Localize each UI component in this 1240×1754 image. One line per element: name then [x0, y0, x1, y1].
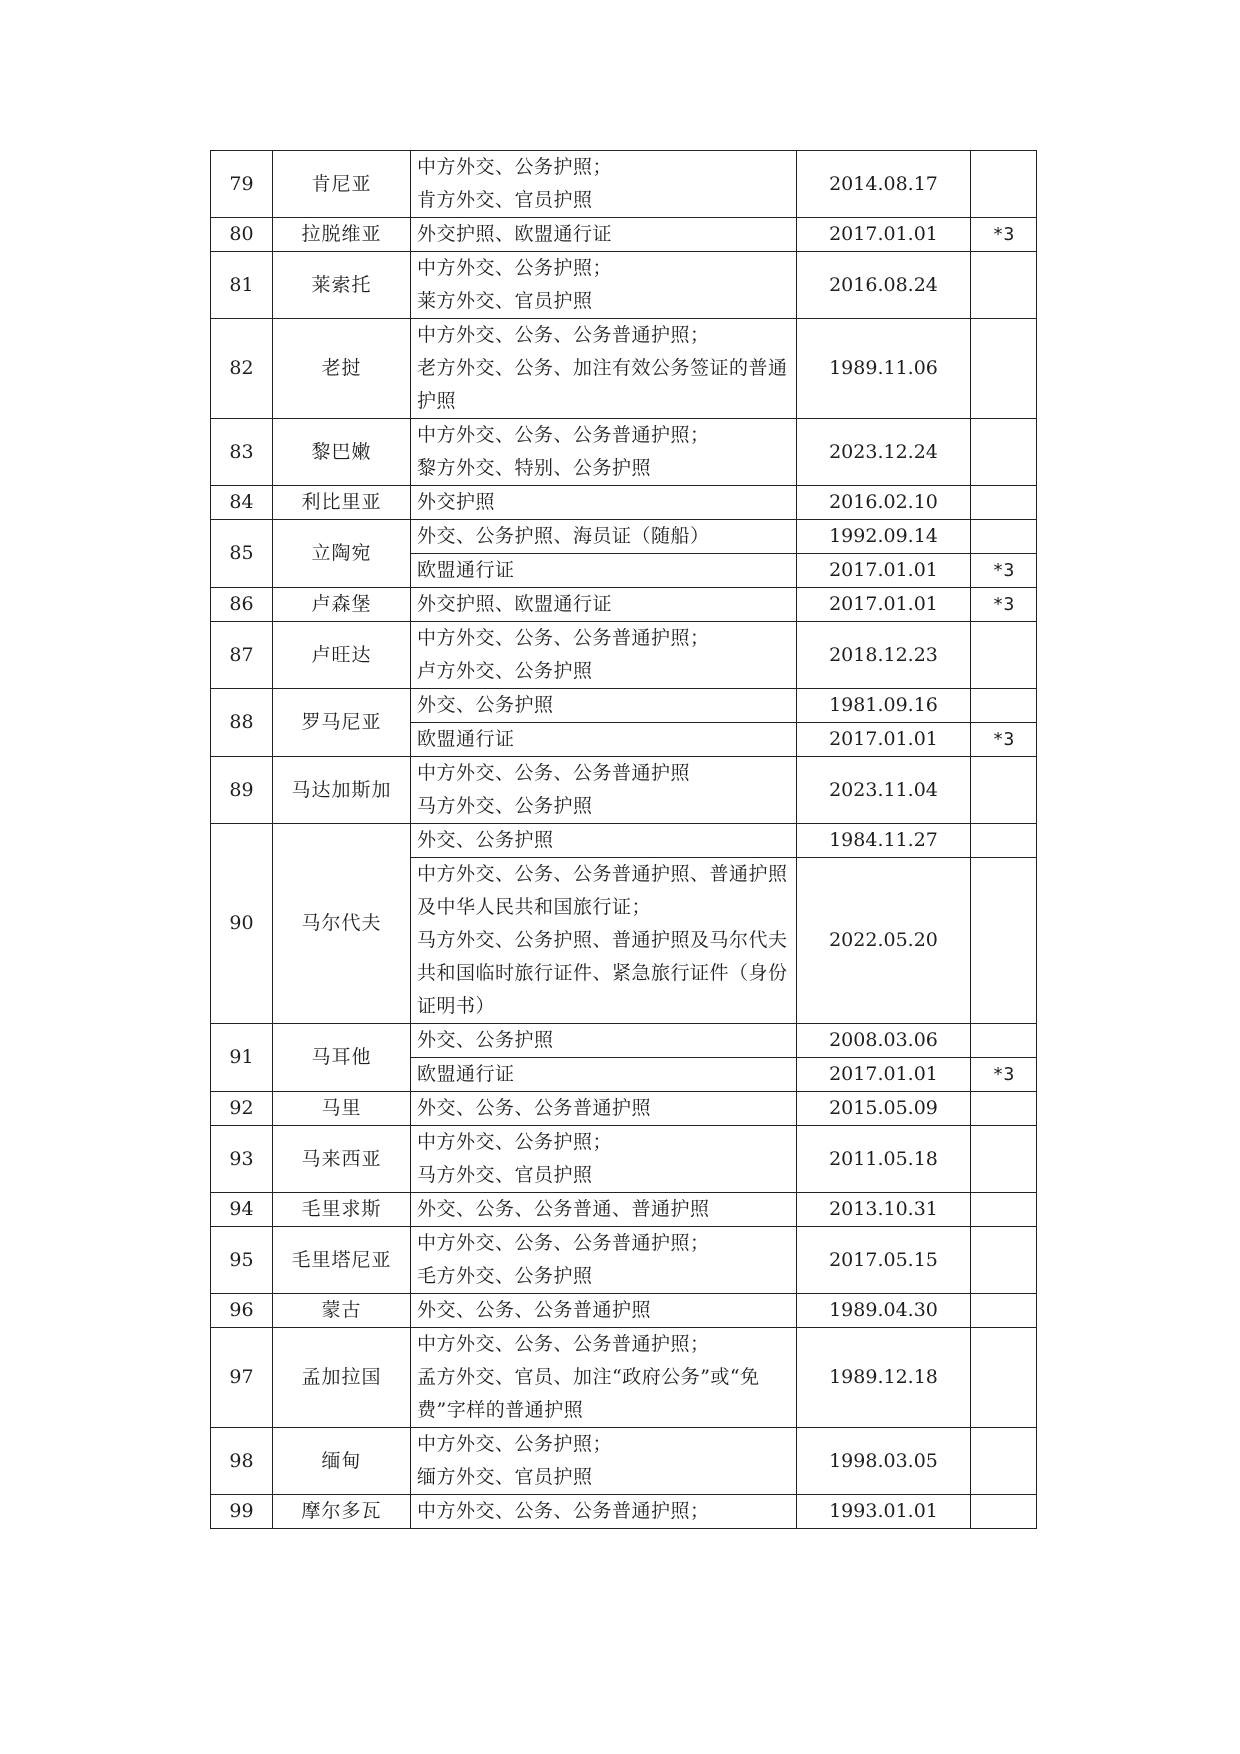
table-row: [211, 689, 1037, 723]
effective-date: 2022.05.20: [797, 858, 971, 1024]
remark: [971, 319, 1037, 419]
country-name: 马耳他: [273, 1024, 411, 1092]
passport-types: 外交、公务护照: [411, 1024, 797, 1058]
row-number: 91: [211, 1024, 273, 1092]
passport-types: 外交护照、欧盟通行证: [411, 218, 797, 252]
passport-types: 中方外交、公务护照； 肯方外交、官员护照: [411, 151, 797, 218]
effective-date: 1989.12.18: [797, 1328, 971, 1428]
passport-types: 中方外交、公务、公务普通护照； 黎方外交、特别、公务护照: [411, 419, 797, 486]
passport-types: 外交护照、欧盟通行证: [411, 588, 797, 622]
table-row: [211, 1294, 1037, 1328]
effective-date: 2017.01.01: [797, 588, 971, 622]
remark: *3: [971, 554, 1037, 588]
passport-types: 外交、公务护照: [411, 689, 797, 723]
country-name: 毛里求斯: [273, 1193, 411, 1227]
remark: *3: [971, 588, 1037, 622]
effective-date: 2017.01.01: [797, 723, 971, 757]
country-name: 卢森堡: [273, 588, 411, 622]
table-row: [211, 757, 1037, 824]
country-name: 罗马尼亚: [273, 689, 411, 757]
passport-types: 中方外交、公务、公务普通护照； 卢方外交、公务护照: [411, 622, 797, 689]
row-number: 79: [211, 151, 273, 218]
table-row: [211, 1227, 1037, 1294]
table-row: [211, 486, 1037, 520]
passport-types: 外交护照: [411, 486, 797, 520]
table-row: [211, 151, 1037, 218]
row-number: 99: [211, 1495, 273, 1529]
table-row: [211, 1328, 1037, 1428]
effective-date: 2013.10.31: [797, 1193, 971, 1227]
country-name: 缅甸: [273, 1428, 411, 1495]
country-name: 孟加拉国: [273, 1328, 411, 1428]
effective-date: 2016.08.24: [797, 252, 971, 319]
passport-types: 外交、公务、公务普通、普通护照: [411, 1193, 797, 1227]
passport-types: 外交、公务、公务普通护照: [411, 1092, 797, 1126]
effective-date: 2016.02.10: [797, 486, 971, 520]
country-name: 立陶宛: [273, 520, 411, 588]
country-name: 卢旺达: [273, 622, 411, 689]
table-row: [211, 218, 1037, 252]
effective-date: 2008.03.06: [797, 1024, 971, 1058]
table-row: [211, 824, 1037, 858]
row-number: 87: [211, 622, 273, 689]
table-row: [211, 1428, 1037, 1495]
remark: [971, 151, 1037, 218]
remark: [971, 1294, 1037, 1328]
row-number: 95: [211, 1227, 273, 1294]
row-number: 93: [211, 1126, 273, 1193]
table-row: [211, 1495, 1037, 1529]
passport-types: 外交、公务护照: [411, 824, 797, 858]
row-number: 82: [211, 319, 273, 419]
table-row: [211, 622, 1037, 689]
remark: [971, 1193, 1037, 1227]
passport-types: 欧盟通行证: [411, 723, 797, 757]
effective-date: 1998.03.05: [797, 1428, 971, 1495]
table-row: [211, 319, 1037, 419]
row-number: 96: [211, 1294, 273, 1328]
remark: [971, 1024, 1037, 1058]
passport-types: 中方外交、公务护照； 缅方外交、官员护照: [411, 1428, 797, 1495]
effective-date: 2017.05.15: [797, 1227, 971, 1294]
effective-date: 1993.01.01: [797, 1495, 971, 1529]
passport-types: 中方外交、公务、公务普通护照； 老方外交、公务、加注有效公务签证的普通护照: [411, 319, 797, 419]
table-row: [211, 520, 1037, 554]
country-name: 利比里亚: [273, 486, 411, 520]
effective-date: 2018.12.23: [797, 622, 971, 689]
passport-types: 中方外交、公务护照； 马方外交、官员护照: [411, 1126, 797, 1193]
country-name: 毛里塔尼亚: [273, 1227, 411, 1294]
effective-date: 2011.05.18: [797, 1126, 971, 1193]
row-number: 94: [211, 1193, 273, 1227]
remark: [971, 858, 1037, 1024]
row-number: 97: [211, 1328, 273, 1428]
remark: [971, 1126, 1037, 1193]
effective-date: 2017.01.01: [797, 218, 971, 252]
effective-date: 2015.05.09: [797, 1092, 971, 1126]
row-number: 90: [211, 824, 273, 1024]
remark: [971, 824, 1037, 858]
passport-types: 外交、公务护照、海员证（随船）: [411, 520, 797, 554]
passport-types: 中方外交、公务、公务普通护照、普通护照及中华人民共和国旅行证； 马方外交、公务护照、普通护照及马尔代夫共和国临时旅行证件、紧急旅行证件（身份证明书）: [411, 858, 797, 1024]
row-number: 98: [211, 1428, 273, 1495]
remark: *3: [971, 723, 1037, 757]
table-row: [211, 1193, 1037, 1227]
remark: [971, 622, 1037, 689]
passport-types: 中方外交、公务、公务普通护照； 毛方外交、公务护照: [411, 1227, 797, 1294]
remark: [971, 1328, 1037, 1428]
remark: [971, 1495, 1037, 1529]
row-number: 86: [211, 588, 273, 622]
row-number: 85: [211, 520, 273, 588]
remark: [971, 1092, 1037, 1126]
remark: [971, 757, 1037, 824]
effective-date: 2023.11.04: [797, 757, 971, 824]
remark: *3: [971, 1058, 1037, 1092]
remark: [971, 486, 1037, 520]
country-name: 肯尼亚: [273, 151, 411, 218]
remark: [971, 1227, 1037, 1294]
remark: [971, 419, 1037, 486]
effective-date: 2017.01.01: [797, 1058, 971, 1092]
effective-date: 1989.11.06: [797, 319, 971, 419]
passport-types: 中方外交、公务、公务普通护照； 孟方外交、官员、加注“政府公务”或“免费”字样的普通护照: [411, 1328, 797, 1428]
country-name: 马来西亚: [273, 1126, 411, 1193]
table-row: [211, 588, 1037, 622]
country-name: 蒙古: [273, 1294, 411, 1328]
effective-date: 2014.08.17: [797, 151, 971, 218]
table-row: [211, 1024, 1037, 1058]
country-name: 马达加斯加: [273, 757, 411, 824]
passport-types: 欧盟通行证: [411, 1058, 797, 1092]
row-number: 92: [211, 1092, 273, 1126]
passport-types: 中方外交、公务、公务普通护照 马方外交、公务护照: [411, 757, 797, 824]
row-number: 83: [211, 419, 273, 486]
country-name: 马尔代夫: [273, 824, 411, 1024]
passport-types: 中方外交、公务、公务普通护照；: [411, 1495, 797, 1529]
table-row: [211, 419, 1037, 486]
table-row: [211, 252, 1037, 319]
country-name: 老挝: [273, 319, 411, 419]
remark: [971, 520, 1037, 554]
row-number: 81: [211, 252, 273, 319]
effective-date: 2017.01.01: [797, 554, 971, 588]
table-body: [211, 151, 1037, 1529]
visa-exemption-table: [210, 150, 1037, 1529]
table-row: [211, 1092, 1037, 1126]
row-number: 84: [211, 486, 273, 520]
effective-date: 1992.09.14: [797, 520, 971, 554]
row-number: 80: [211, 218, 273, 252]
passport-types: 中方外交、公务护照； 莱方外交、官员护照: [411, 252, 797, 319]
country-name: 拉脱维亚: [273, 218, 411, 252]
effective-date: 1989.04.30: [797, 1294, 971, 1328]
remark: *3: [971, 218, 1037, 252]
country-name: 摩尔多瓦: [273, 1495, 411, 1529]
passport-types: 外交、公务、公务普通护照: [411, 1294, 797, 1328]
remark: [971, 1428, 1037, 1495]
remark: [971, 252, 1037, 319]
row-number: 89: [211, 757, 273, 824]
effective-date: 1981.09.16: [797, 689, 971, 723]
effective-date: 1984.11.27: [797, 824, 971, 858]
table-row: [211, 1126, 1037, 1193]
country-name: 马里: [273, 1092, 411, 1126]
row-number: 88: [211, 689, 273, 757]
country-name: 莱索托: [273, 252, 411, 319]
passport-types: 欧盟通行证: [411, 554, 797, 588]
remark: [971, 689, 1037, 723]
country-name: 黎巴嫩: [273, 419, 411, 486]
effective-date: 2023.12.24: [797, 419, 971, 486]
